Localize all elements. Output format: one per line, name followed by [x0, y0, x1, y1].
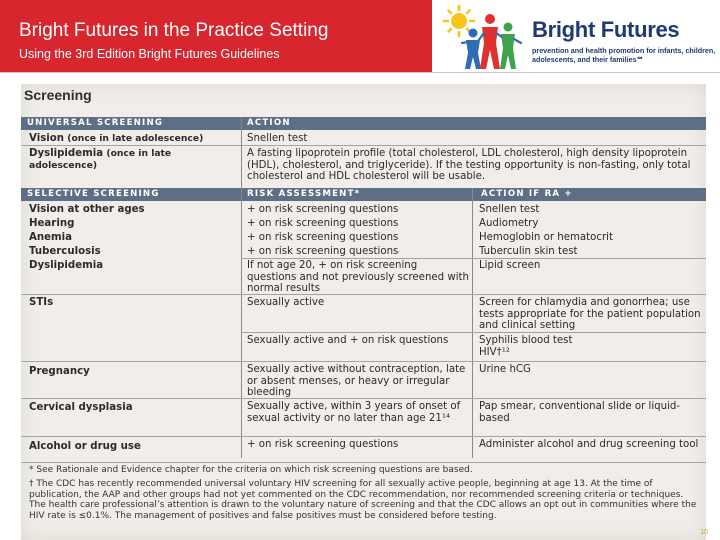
row-divider: [21, 398, 706, 399]
selective-row-alcohol-risk: + on risk screening questions: [247, 439, 399, 450]
selective-row-pregnancy: Pregnancy: [29, 366, 90, 377]
selective-row-anemia-action: Hemoglobin or hematocrit: [479, 232, 613, 243]
selective-row-stis2-risk: Sexually active and + on risk questions: [247, 335, 449, 346]
header-divider: [0, 72, 720, 73]
selective-row-tuberculosis-risk: + on risk screening questions: [247, 246, 399, 257]
footnote-hiv: † The CDC has recently recommended universal voluntary HIV screening for all sexually active people, beginning at age 13. At the time of publication, the AAP and other groups had not yet commented on the CDC recommendation, nor recommended screening criteria or techniques. The health care professional’s attention is drawn to the voluntary nature of screening and that the CDC allows an opt out in communities where the HIV rate is ≤0.1%. The management of positives and false positives must be considered before testing.: [29, 479, 697, 521]
column-divider: [472, 188, 473, 458]
logo-tagline: prevention and health promotion for infants, children, adolescents, and their families℠: [532, 46, 716, 64]
selective-row-anemia: Anemia: [29, 232, 73, 243]
selective-row-dyslipidemia-risk: If not age 20, + on risk screening questions and not previously screened with normal results: [247, 260, 469, 295]
column-divider: [241, 117, 242, 458]
universal-row-vision-action: Snellen test: [247, 133, 308, 144]
footnote-risk-criteria: * See Rationale and Evidence chapter for the criteria on which risk screening questions are based.: [29, 465, 473, 475]
selective-row-cervical: Cervical dysplasia: [29, 402, 133, 413]
screening-heading: Screening: [24, 87, 92, 103]
selective-row-anemia-risk: + on risk screening questions: [247, 232, 399, 243]
selective-col-action: ACTION IF RA +: [481, 189, 573, 199]
selective-row-stis: STIs: [29, 297, 54, 308]
selective-screening-header: [21, 188, 706, 201]
selective-row-cervical-action: Pap smear, conventional slide or liquid-based: [479, 401, 681, 424]
selective-row-stis-action: Screen for chlamydia and gonorrhea; use tests appropriate for the patient population and clinical setting: [479, 297, 701, 332]
selective-row-pregnancy-risk: Sexually active without contraception, late or absent menses, or heavy or irregular bleeding: [247, 364, 466, 399]
selective-row-pregnancy-action: Urine hCG: [479, 364, 531, 375]
selective-row-stis-risk: Sexually active: [247, 297, 325, 308]
selective-row-hearing-risk: + on risk screening questions: [247, 218, 399, 229]
selective-row-alcohol: Alcohol or drug use: [29, 441, 141, 452]
selective-row-alcohol-action: Administer alcohol and drug screening tool: [479, 439, 699, 450]
row-divider: [21, 145, 706, 146]
slide-title: Bright Futures in the Practice Setting: [19, 20, 329, 41]
selective-row-hearing-action: Audiometry: [479, 218, 539, 229]
row-divider: [21, 436, 706, 437]
universal-row-dyslipidemia-action: A fasting lipoprotein profile (total cholesterol, LDL cholesterol, high density lipoprotein (HDL), cholesterol, and triglyceride). If the testing opportunity is non-fasting, only total cholesterol and HDL cholesterol will be usable.: [247, 148, 691, 183]
selective-col-risk: RISK ASSESSMENT*: [247, 189, 361, 199]
screening-table-image: [21, 84, 706, 540]
family-figures-icon: [440, 3, 526, 71]
logo-wordmark: Bright Futures: [532, 17, 680, 42]
table-bottom-rule: [21, 462, 706, 463]
selective-row-dyslipidemia-action: Lipid screen: [479, 260, 541, 271]
selective-row-stis2-action2: HIV†¹²: [479, 347, 510, 358]
selective-row-hearing: Hearing: [29, 218, 75, 229]
selective-col-screening: SELECTIVE SCREENING: [27, 189, 160, 199]
selective-row-vision: Vision at other ages: [29, 204, 145, 215]
row-divider: [21, 294, 706, 295]
universal-row-dyslipidemia: Dyslipidemia (once in late adolescence): [29, 148, 172, 171]
row-divider: [241, 258, 706, 259]
universal-col-screening: UNIVERSAL SCREENING: [27, 118, 164, 128]
universal-row-vision: Vision (once in late adolescence): [29, 133, 204, 144]
header-banner: [0, 0, 432, 72]
selective-row-tuberculosis: Tuberculosis: [29, 246, 101, 257]
selective-row-tuberculosis-action: Tuberculin skin test: [479, 246, 578, 257]
selective-row-cervical-risk: Sexually active, within 3 years of onset of sexual activity or no later than age 21¹⁴: [247, 401, 461, 424]
row-divider: [241, 332, 706, 333]
selective-row-vision-risk: + on risk screening questions: [247, 204, 399, 215]
universal-screening-header: [21, 117, 706, 130]
page-number: 10: [700, 529, 708, 536]
selective-row-dyslipidemia: Dyslipidemia: [29, 260, 104, 271]
bright-futures-logo: [440, 3, 720, 71]
row-divider: [21, 361, 706, 362]
selective-row-stis2-action: Syphilis blood test: [479, 335, 573, 346]
slide-subtitle: Using the 3rd Edition Bright Futures Guidelines: [19, 47, 280, 61]
universal-col-action: ACTION: [247, 118, 291, 128]
selective-row-vision-action: Snellen test: [479, 204, 540, 215]
